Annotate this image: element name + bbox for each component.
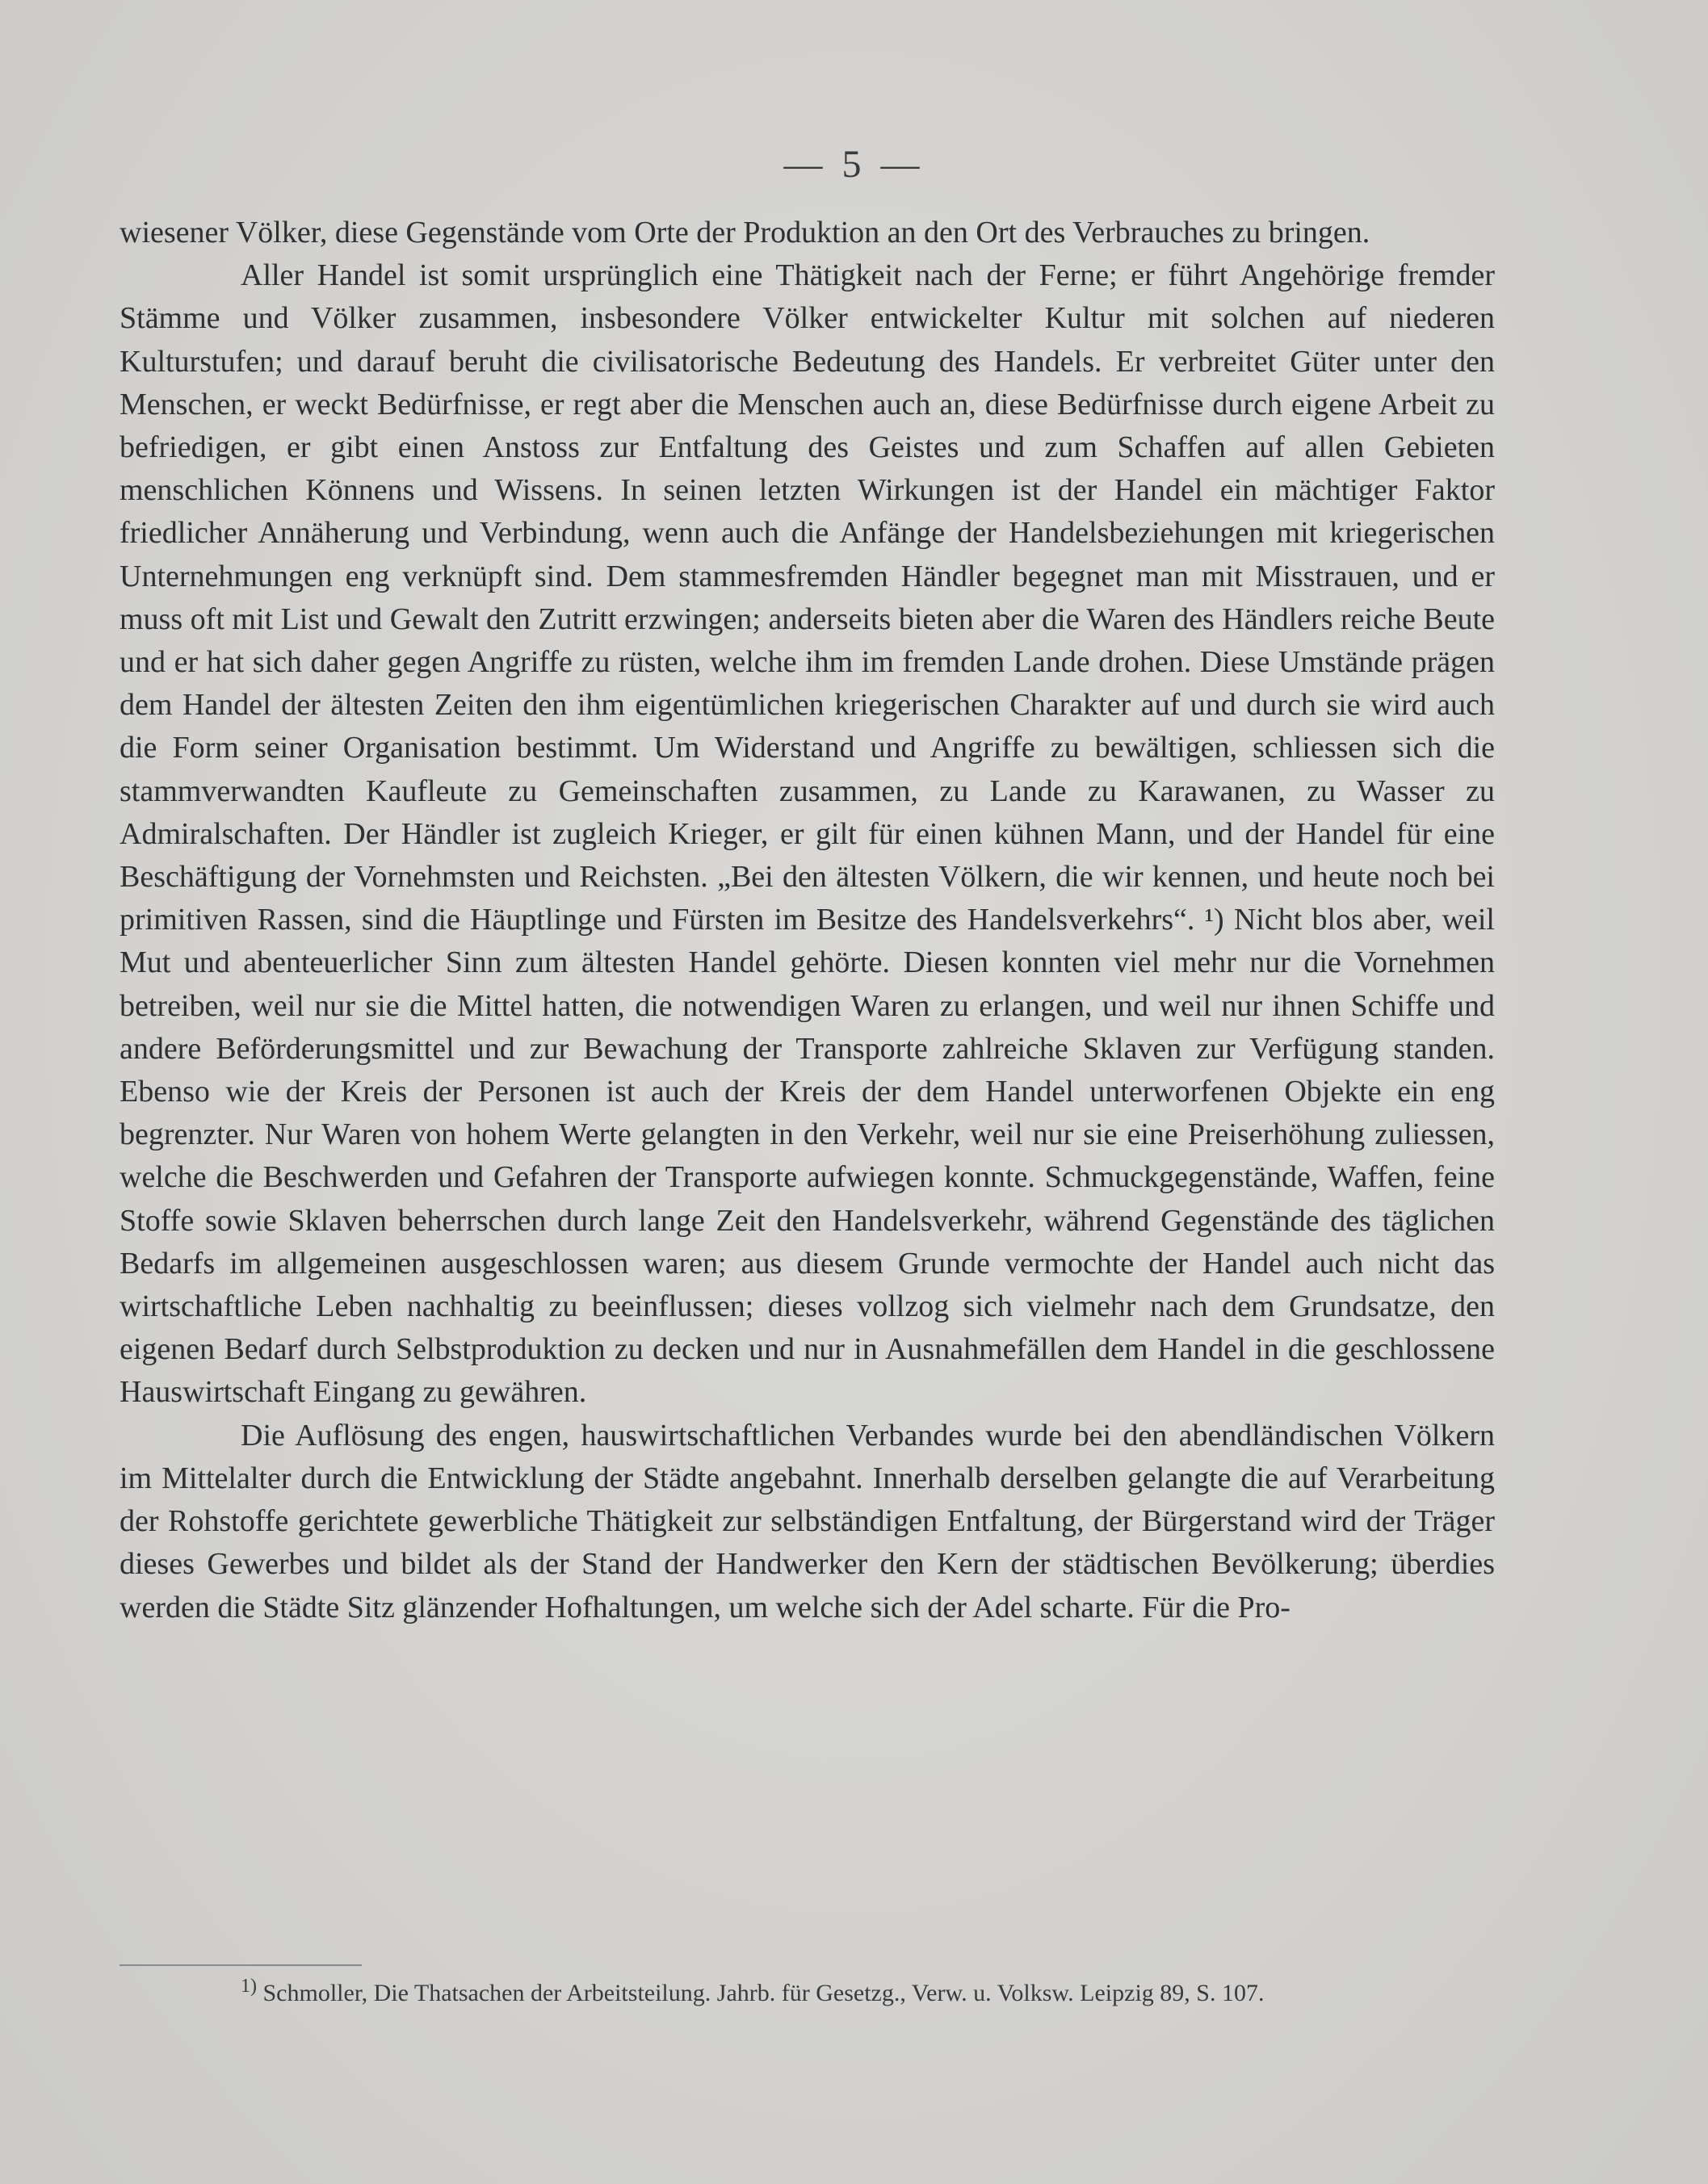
paragraph-city-development: Die Auflösung des engen, hauswirtschaftlichen Verbandes wurde bei den abendländischen Völkern im Mittelalter durch die Entwicklung der Städte angebahnt. Innerhalb derselben gelangte die auf Verarbeitung der Rohstoffe gerichtete gewerbliche Thätigkeit zur selbständigen Entfaltung, der Bürgerstand wird der Träger dieses Gewerbes und bildet als der Stand der Handwerker den Kern der städtischen Bevölkerung; überdies werden die Städte Sitz glänzender Hofhaltungen, um welche sich der Adel scharte. Für die Pro- xyxy=(120,1418,1495,1624)
page-number-header: — 5 — xyxy=(783,143,925,186)
footnote-line xyxy=(120,1975,1495,2012)
footnote xyxy=(120,1975,1495,2012)
footnote-text: Schmoller, Die Thatsachen der Arbeitsteilung. Jahrb. für Gesetzg., Verw. u. Volksw. Leipzig 89, S. 107. xyxy=(262,1980,1265,2006)
paragraph-continuation: wiesener Völker, diese Gegenstände vom Orte der Produktion an den Ort des Verbrauches zu bringen. xyxy=(120,216,1370,249)
footnote-divider xyxy=(120,1964,362,1966)
paragraph-trade-history: Aller Handel ist somit ursprünglich eine Thätigkeit nach der Ferne; er führt Angehörige fremder Stämme und Völker zusammen, insbesondere Völker entwickelter Kultur mit solchen auf niederen Kulturstufen; und darauf beruht die civilisatorische Bedeutung des Handels. Er verbreitet Güter unter den Menschen, er weckt Bedürfnisse, er regt aber die Menschen auch an, diese Bedürfnisse durch eigene Arbeit zu befriedigen, er gibt einen Anstoss zur Entfaltung des Geistes und zum Schaffen auf allen Gebieten menschlichen Könnens und Wissens. In seinen letzten Wirkungen ist der Handel ein mächtiger Faktor friedlicher Annäherung und Verbindung, wenn auch die Anfänge der Handelsbeziehungen mit kriegerischen Unternehmungen eng verknüpft sind. Dem stammesfremden Händler begegnet man mit Misstrauen, und er muss oft mit List und Gewalt den Zutritt erzwingen; anderseits bieten aber die Waren des Händlers reiche Beute und er hat sich daher gegen Angriffe zu rüsten, welche ihm im fremden Lande drohen. Diese Umstände prägen dem Handel der ältesten Zeiten den ihm eigentümlichen kriegerischen Charakter auf und durch sie wird auch die Form seiner Organisation bestimmt. Um Widerstand und Angriffe zu bewältigen, schliessen sich die stammverwandten Kaufleute zu Gemeinschaften zusammen, zu Lande zu Karawanen, zu Wasser zu Admiralschaften. Der Händler ist zugleich Krieger, er gilt für einen kühnen Mann, und der Handel für eine Beschäftigung der Vornehmsten und Reichsten. „Bei den ältesten Völkern, die wir kennen, und heute noch bei primitiven Rassen, sind die Häuptlinge und Fürsten im Besitze des Handelsverkehrs“. ¹) Nicht blos aber, weil Mut und abenteuerlicher Sinn zum ältesten Handel gehörte. Diesen konnten viel mehr nur die Vornehmen betreiben, weil nur sie die Mittel hatten, die notwendigen Waren zu erlangen, und weil nur ihnen Schiffe und andere Beförderungsmittel und zur Bewachung der Transporte zahlreiche Sklaven zur Verfügung standen. Ebenso wie der Kreis der Personen ist auch der Kreis der dem Handel unterworfenen Objekte ein eng begrenzter. Nur Waren von hohem Werte gelangten in den Verkehr, weil nur sie eine Preiserhöhung zuliessen, welche die Beschwerden und Gefahren der Transporte aufwiegen konnte. Schmuckgegenstände, Waffen, feine Stoffe sowie Sklaven beherrschen durch lange Zeit den Handelsverkehr, während Gegenstände des täglichen Bedarfs im allgemeinen ausgeschlossen waren; aus diesem Grunde vermochte der Handel auch nicht das wirtschaftliche Leben nachhaltig zu beeinflussen; dieses vollzog sich vielmehr nach dem Grundsatze, den eigenen Bedarf durch Selbstproduktion zu decken und nur in Ausnahmefällen dem Handel in die geschlossene Hauswirtschaft Eingang zu gewähren. xyxy=(120,258,1495,1410)
main-text xyxy=(120,212,1495,1629)
footnote-marker: 1) xyxy=(241,1976,257,1997)
